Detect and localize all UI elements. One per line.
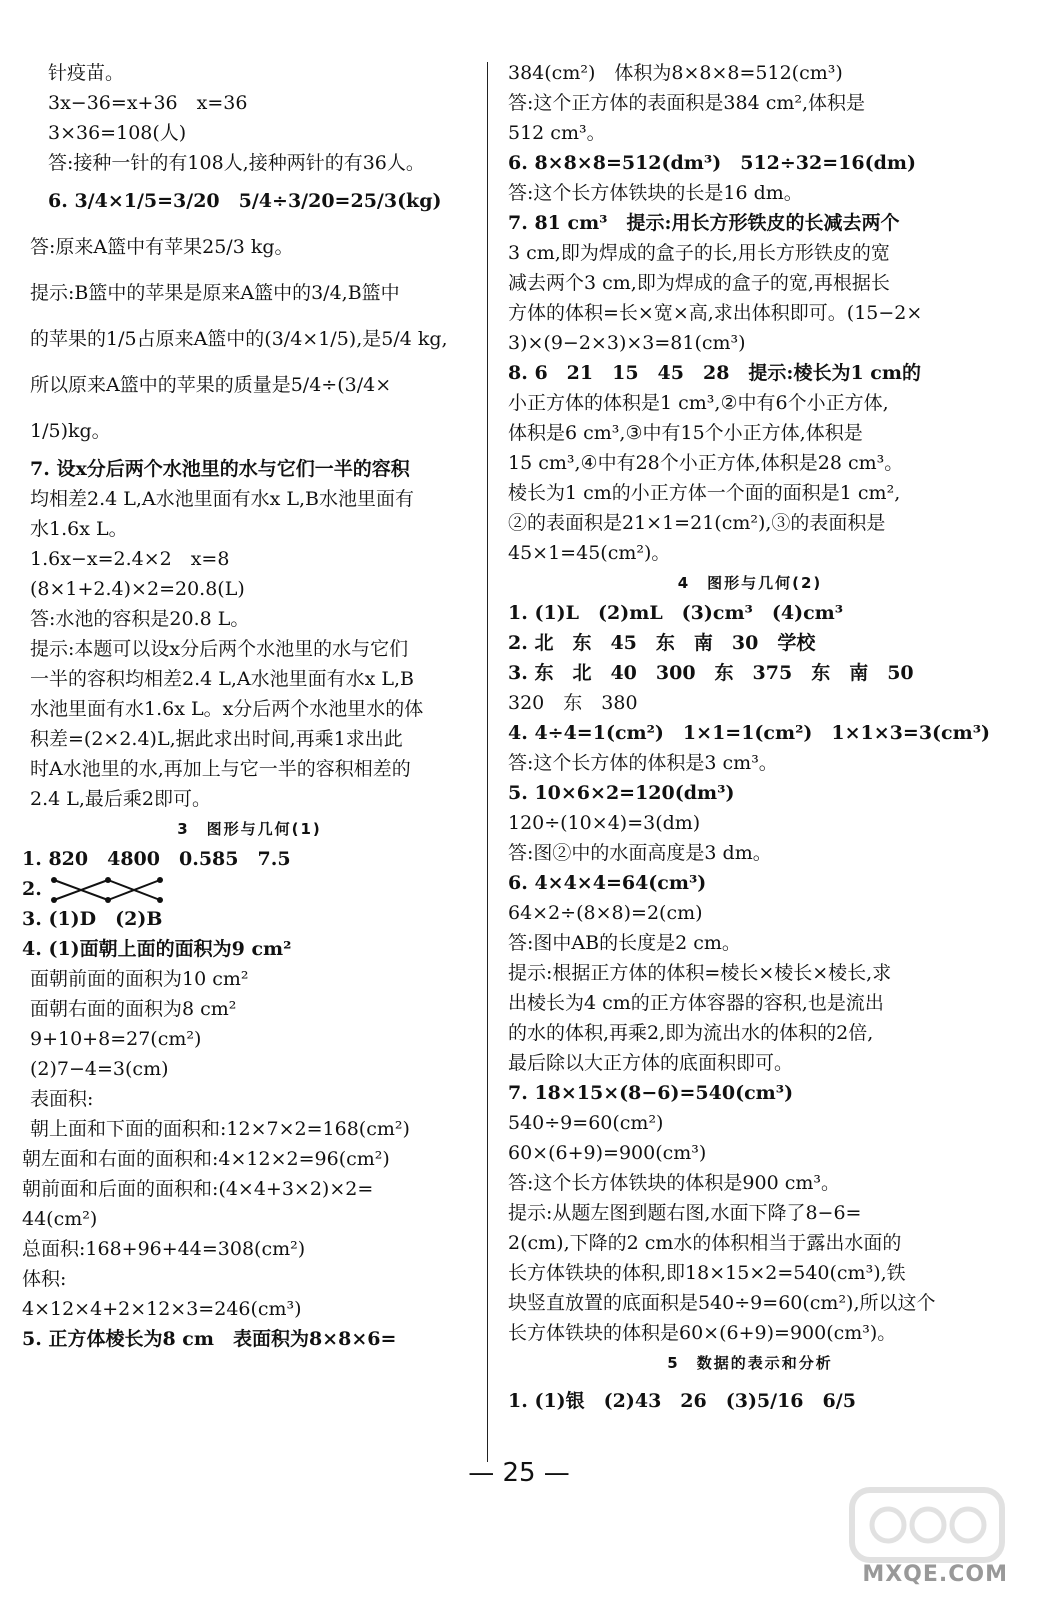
text-line: 7. 18×15×(8−6)=540(cm³) bbox=[508, 1082, 794, 1104]
text-line: 答:这个正方体的表面积是384 cm²,体积是 bbox=[508, 92, 866, 114]
text-line: 所以原来A篮中的苹果的质量是5/4÷(3/4× bbox=[30, 374, 392, 396]
text-line: 总面积:168+96+44=308(cm²) bbox=[22, 1238, 306, 1260]
text-line: 水1.6x L。 bbox=[30, 518, 128, 540]
text-line: 面朝右面的面积为8 cm² bbox=[30, 998, 237, 1020]
text-line: 体积是6 cm³,③中有15个小正方体,体积是 bbox=[508, 422, 863, 444]
text-line: 小正方体的体积是1 cm³,②中有6个小正方体, bbox=[508, 392, 889, 414]
text-line: 3 cm,即为焊成的盒子的长,用长方形铁皮的宽 bbox=[508, 242, 890, 264]
text-line: 4. 4÷4=1(cm²) 1×1=1(cm²) 1×1×3=3(cm³) bbox=[508, 722, 991, 744]
text-line: 长方体铁块的体积,即18×15×2=540(cm³),铁 bbox=[508, 1262, 906, 1284]
text-line: 答:接种一针的有108人,接种两针的有36人。 bbox=[48, 152, 425, 174]
text-line: 2. bbox=[22, 874, 477, 904]
text-line: 8. 6 21 15 45 28 提示:棱长为1 cm的 bbox=[508, 362, 921, 384]
text-line: 3×36=108(人) bbox=[48, 122, 187, 144]
text-line: 答:这个长方体的体积是3 cm³。 bbox=[508, 752, 778, 774]
text-line: 6. 8×8×8=512(dm³) 512÷32=16(dm) bbox=[508, 152, 916, 174]
text-line: 一半的容积均相差2.4 L,A水池里面有水x L,B bbox=[30, 668, 415, 690]
text-line: (8×1+2.4)×2=20.8(L) bbox=[30, 578, 245, 600]
text-line: 9+10+8=27(cm²) bbox=[30, 1028, 202, 1050]
text-line: 15 cm³,④中有28个小正方体,体积是28 cm³。 bbox=[508, 452, 904, 474]
text-line: 积差=(2×2.4)L,据此求出时间,再乘1求出此 bbox=[30, 728, 403, 750]
text-line: 5. 10×6×2=120(dm³) bbox=[508, 782, 735, 804]
text-line: ②的表面积是21×1=21(cm²),③的表面积是 bbox=[508, 512, 886, 534]
text-line: 答:这个长方体铁块的长是16 dm。 bbox=[508, 182, 803, 204]
section-heading: 4 图形与几何(2) bbox=[677, 574, 823, 592]
text-line: 提示:本题可以设x分后两个水池里的水与它们 bbox=[30, 638, 409, 660]
text-line: (2)7−4=3(cm) bbox=[30, 1058, 169, 1080]
text-line: 针疫苗。 bbox=[48, 62, 125, 84]
text-line: 1/5)kg。 bbox=[30, 420, 111, 442]
text-line: 的水的体积,再乘2,即为流出水的体积的2倍, bbox=[508, 1022, 874, 1044]
text-line: 540÷9=60(cm²) bbox=[508, 1112, 664, 1134]
text-line: 3. 东 北 40 300 东 375 东 南 50 bbox=[508, 662, 914, 684]
text-line: 6. 4×4×4=64(cm³) bbox=[508, 872, 707, 894]
text-line: 4. (1)面朝上面的面积为9 cm² bbox=[22, 938, 292, 960]
text-line: 时A水池里的水,再加上与它一半的容积相差的 bbox=[30, 758, 411, 780]
section-heading: 3 图形与几何(1) bbox=[177, 820, 322, 838]
text-line: 答:原来A篮中有苹果25/3 kg。 bbox=[30, 236, 294, 258]
text-line: 表面积: bbox=[30, 1088, 94, 1110]
text-line: 朝上面和下面的面积和:12×7×2=168(cm²) bbox=[30, 1118, 410, 1140]
text-line: 提示:B篮中的苹果是原来A篮中的3/4,B篮中 bbox=[30, 282, 400, 304]
text-line: 45×1=45(cm²)。 bbox=[508, 542, 671, 564]
text-line: 提示:根据正方体的体积=棱长×棱长×棱长,求 bbox=[508, 962, 892, 984]
text-line: 60×(6+9)=900(cm³) bbox=[508, 1142, 707, 1164]
text-line: 水池里面有水1.6x L。x分后两个水池里水的体 bbox=[30, 698, 424, 720]
text-line: 最后除以大正方体的底面积即可。 bbox=[508, 1052, 794, 1074]
left-column bbox=[22, 58, 477, 1354]
text-line: 3x−36=x+36 x=36 bbox=[48, 92, 248, 114]
text-line: 朝左面和右面的面积和:4×12×2=96(cm²) bbox=[22, 1148, 390, 1170]
section-heading: 5 数据的表示和分析 bbox=[667, 1354, 833, 1372]
text-line: 44(cm²) bbox=[22, 1208, 98, 1230]
page-number: — 25 — bbox=[468, 1458, 570, 1488]
text-line: 出棱长为4 cm的正方体容器的容积,也是流出 bbox=[508, 992, 884, 1014]
text-line: 2. 北 东 45 东 南 30 学校 bbox=[508, 632, 816, 654]
text-line: 2(cm),下降的2 cm水的体积相当于露出水面的 bbox=[508, 1232, 902, 1254]
text-line: 3. (1)D (2)B bbox=[22, 908, 163, 930]
text-line: 1. (1)L (2)mL (3)cm³ (4)cm³ bbox=[508, 602, 844, 624]
text-line: 5. 正方体棱长为8 cm 表面积为8×8×6= bbox=[22, 1328, 397, 1350]
text-line: 答:水池的容积是20.8 L。 bbox=[30, 608, 250, 630]
right-column bbox=[500, 58, 1000, 1424]
matching-lines-diagram bbox=[48, 876, 168, 904]
text-line: 棱长为1 cm的小正方体一个面的面积是1 cm², bbox=[508, 482, 901, 504]
text-line: 384(cm²) 体积为8×8×8=512(cm³) bbox=[508, 62, 843, 84]
text-line: 320 东 380 bbox=[508, 692, 638, 714]
text-line: 减去两个3 cm,即为焊成的盒子的宽,再根据长 bbox=[508, 272, 890, 294]
text-line: 块竖直放置的底面积是540÷9=60(cm²),所以这个 bbox=[508, 1292, 936, 1314]
text-line: 朝前面和后面的面积和:(4×4+3×2)×2= bbox=[22, 1178, 374, 1200]
text-line: 2.4 L,最后乘2即可。 bbox=[30, 788, 212, 810]
text-line: 1. (1)银 (2)43 26 (3)5/16 6/5 bbox=[508, 1390, 856, 1412]
text-line: 6. 3/4×1/5=3/20 5/4÷3/20=25/3(kg) bbox=[48, 190, 442, 212]
text-line: 7. 81 cm³ 提示:用长方形铁皮的长减去两个 bbox=[508, 212, 900, 234]
text-line: 提示:从题左图到题右图,水面下降了8−6= bbox=[508, 1202, 862, 1224]
text-line: 1. 820 4800 0.585 7.5 bbox=[22, 848, 291, 870]
text-line: 7. 设x分后两个水池里的水与它们一半的容积 bbox=[30, 458, 410, 480]
text-line: 答:这个长方体铁块的体积是900 cm³。 bbox=[508, 1172, 840, 1194]
text-line: 答:图中AB的长度是2 cm。 bbox=[508, 932, 741, 954]
text-line: 均相差2.4 L,A水池里面有水x L,B水池里面有 bbox=[30, 488, 415, 510]
text-line: 的苹果的1/5占原来A篮中的(3/4×1/5),是5/4 kg, bbox=[30, 328, 448, 350]
text-line: 方体的体积=长×宽×高,求出体积即可。(15−2× bbox=[508, 302, 923, 324]
column-divider bbox=[487, 62, 488, 1462]
text-line: 面朝前面的面积为10 cm² bbox=[30, 968, 249, 990]
text-line: 512 cm³。 bbox=[508, 122, 606, 144]
watermark-text: MXQE.COM bbox=[862, 1562, 1008, 1587]
text-line: 长方体铁块的体积是60×(6+9)=900(cm³)。 bbox=[508, 1322, 897, 1344]
text-line: 120÷(10×4)=3(dm) bbox=[508, 812, 701, 834]
text-line: 体积: bbox=[22, 1268, 67, 1290]
text-line: 64×2÷(8×8)=2(cm) bbox=[508, 902, 703, 924]
text-line: 3)×(9−2×3)×3=81(cm³) bbox=[508, 332, 746, 354]
text-line: 1.6x−x=2.4×2 x=8 bbox=[30, 548, 230, 570]
text-line: 4×12×4+2×12×3=246(cm³) bbox=[22, 1298, 302, 1320]
text-line: 答:图②中的水面高度是3 dm。 bbox=[508, 842, 772, 864]
